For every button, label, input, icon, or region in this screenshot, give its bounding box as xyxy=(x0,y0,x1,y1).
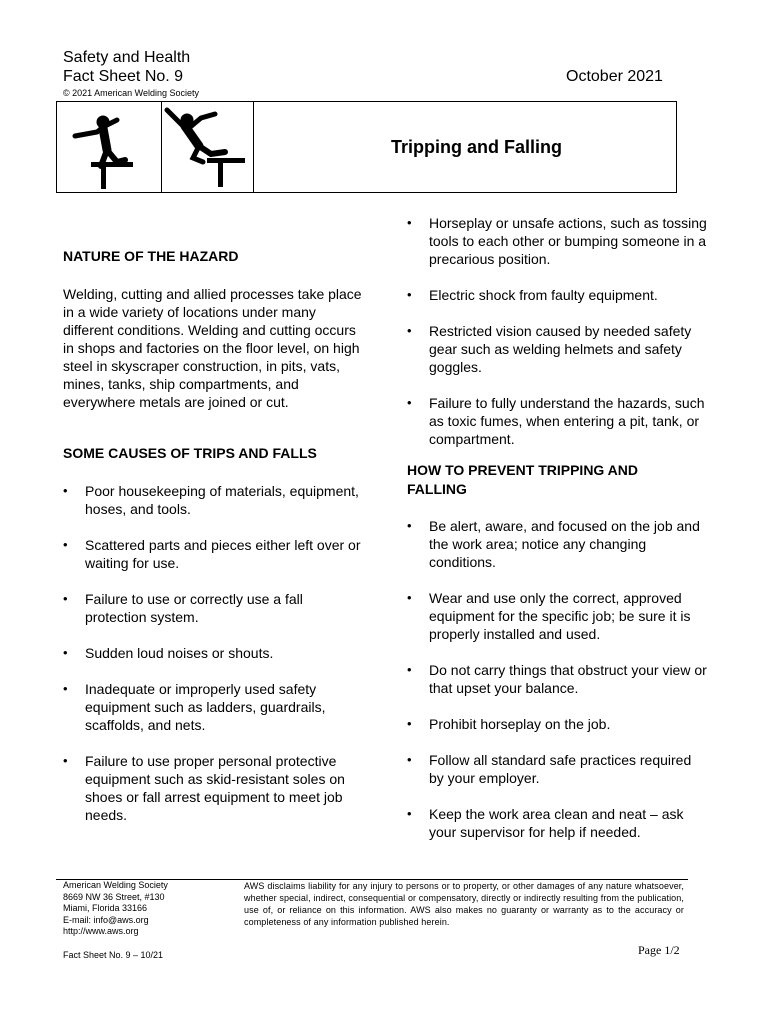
list-item: • Be alert, aware, and focused on the job and the work area; notice any changing conditions. xyxy=(407,517,707,571)
list-item: • Scattered parts and pieces either left over or waiting for use. xyxy=(63,536,363,572)
list-item: • Prohibit horseplay on the job. xyxy=(407,715,707,733)
copyright: © 2021 American Welding Society xyxy=(63,88,200,98)
email-address: E-mail: info@aws.org xyxy=(63,914,149,925)
street-address: 8669 NW 36 Street, #130 xyxy=(63,891,165,902)
nature-paragraph: Welding, cutting and allied processes take place in a wide variety of locations under many different conditions. Welding and cutting occurs in shops and factories on the floor level, on high steel in skyscraper construction, in pits, vats, mines, tanks, ship compartments, and everywhere metals are joined or cut. xyxy=(63,286,362,410)
list-item: • Horseplay or unsafe actions, such as tossing tools to each other or bumping someone in a precarious position. xyxy=(407,214,707,268)
causes-list xyxy=(63,482,363,824)
disclaimer: AWS disclaims liability for any injury to persons or to property, or other damages of any nature whatsoever, whether special, indirect, consequential or compensatory, directly or indirectly resulting from the publication, use of, or reliance on this information. AWS also makes no guaranty or warranty as to the accuracy or completeness of any information published herein. xyxy=(244,881,684,927)
causes-heading: SOME CAUSES OF TRIPS AND FALLS xyxy=(63,445,317,461)
list-item: • Restricted vision caused by needed safety gear such as welding helmets and safety goggles. xyxy=(407,322,707,376)
list-item: • Sudden loud noises or shouts. xyxy=(63,644,363,662)
prevent-heading: HOW TO PREVENT TRIPPING AND FALLING xyxy=(407,462,639,497)
more-causes-list xyxy=(407,214,707,448)
footer-address xyxy=(63,880,238,938)
fact-sheet-number: Fact Sheet No. 9 xyxy=(63,68,184,85)
title-box xyxy=(56,101,677,193)
list-item: • Electric shock from faulty equipment. xyxy=(407,286,707,304)
list-item: • Keep the work area clean and neat – ask your supervisor for help if needed. xyxy=(407,805,707,841)
list-item: • Failure to use or correctly use a fall protection system. xyxy=(63,590,363,626)
list-item: • Poor housekeeping of materials, equipment, hoses, and tools. xyxy=(63,482,363,518)
publication-date: October 2021 xyxy=(566,68,663,85)
page-number: Page 1/2 xyxy=(638,943,680,957)
prevent-list xyxy=(407,517,707,841)
list-item: • Do not carry things that obstruct your view or that upset your balance. xyxy=(407,661,707,697)
org-name: American Welding Society xyxy=(63,880,168,890)
document-title: Tripping and Falling xyxy=(391,136,562,157)
list-item: • Failure to use proper personal protective equipment such as skid-resistant soles on shoes or fall arrest equipment to meet job needs. xyxy=(63,752,363,824)
falling-person-icon xyxy=(69,112,149,190)
city-address: Miami, Florida 33166 xyxy=(63,903,148,913)
fact-sheet-code: Fact Sheet No. 9 – 10/21 xyxy=(63,950,164,960)
nature-heading: NATURE OF THE HAZARD xyxy=(63,248,239,264)
tripping-person-icon xyxy=(163,106,249,190)
website-link[interactable]: http://www.aws.org xyxy=(63,926,139,936)
list-item: • Wear and use only the correct, approved equipment for the specific job; be sure it is properly installed and used. xyxy=(407,589,707,643)
list-item: • Inadequate or improperly used safety equipment such as ladders, guardrails, scaffolds, and nets. xyxy=(63,680,363,734)
list-item: • Failure to fully understand the hazards, such as toxic fumes, when entering a pit, tank, or compartment. xyxy=(407,394,707,448)
list-item: • Follow all standard safe practices required by your employer. xyxy=(407,751,707,787)
header-title: Safety and Health xyxy=(63,49,191,66)
